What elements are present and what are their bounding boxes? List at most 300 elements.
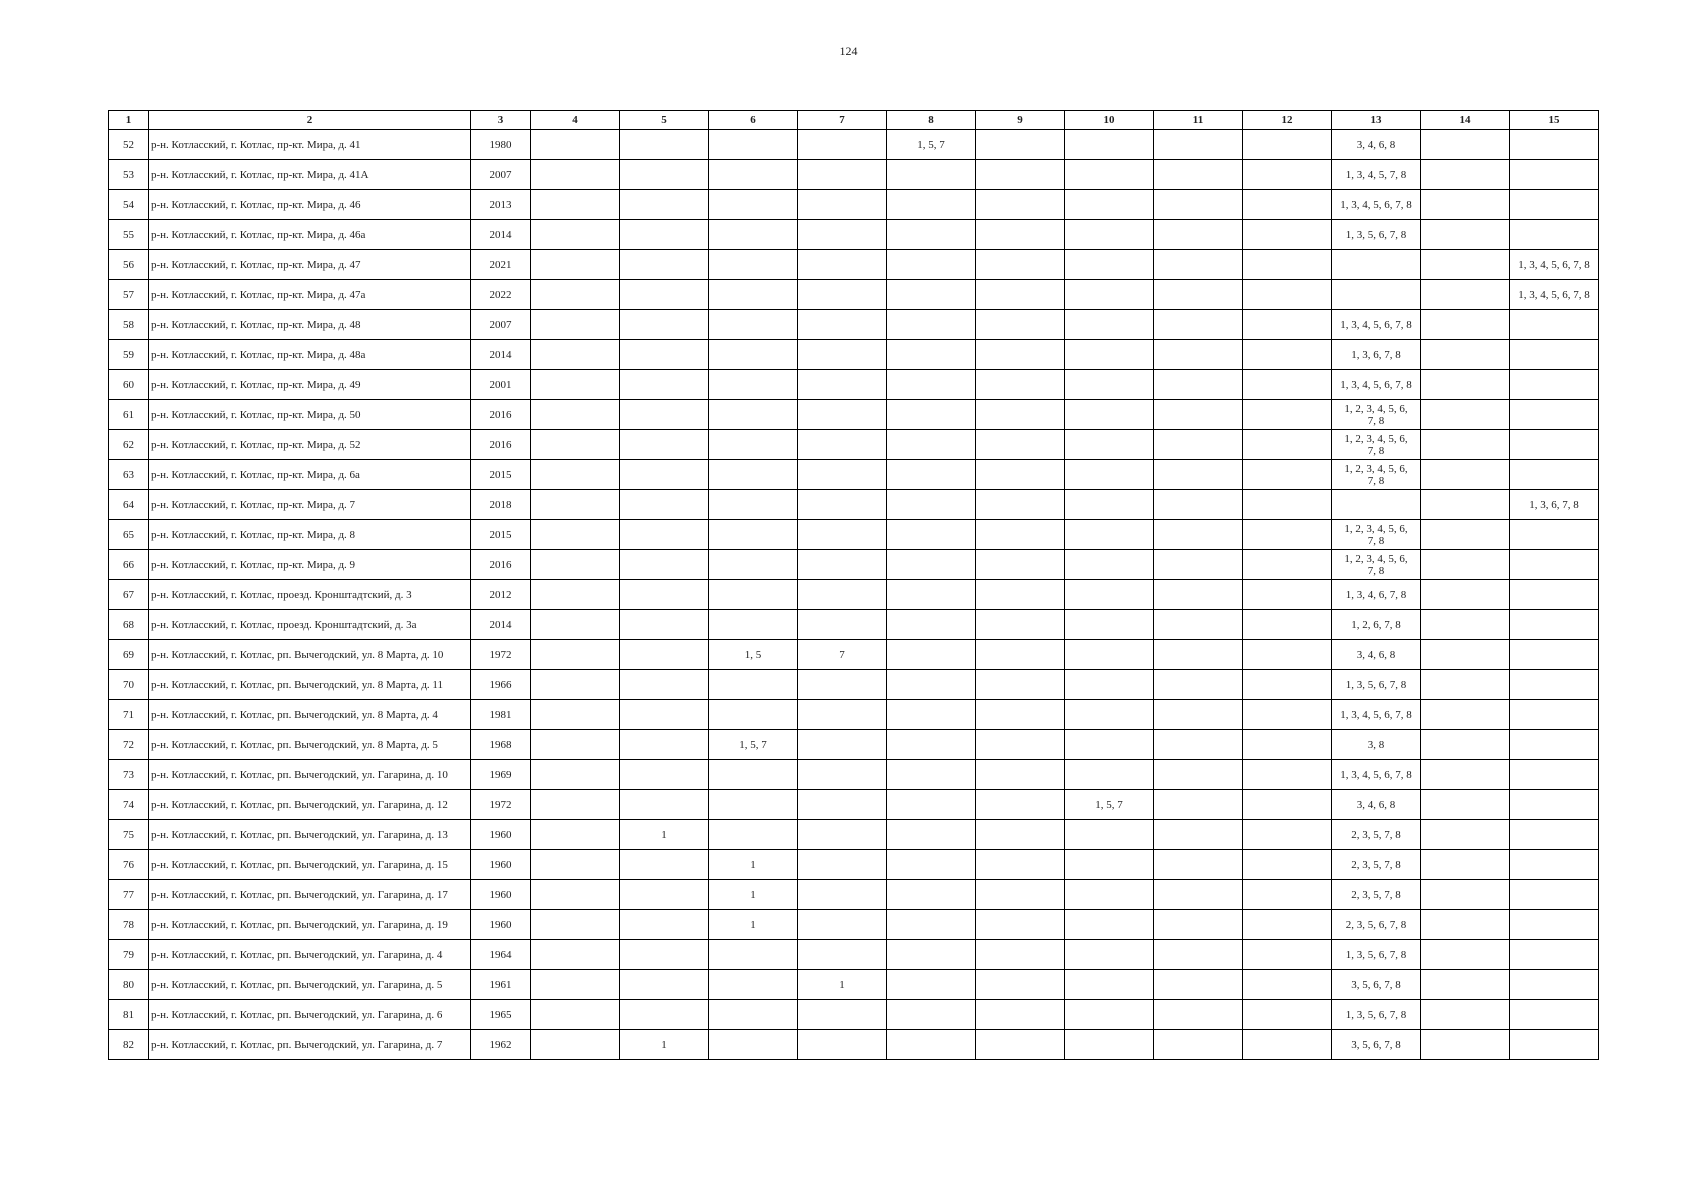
year-cell: 1960 — [471, 850, 531, 880]
year-cell: 2014 — [471, 610, 531, 640]
header-row — [109, 111, 1599, 130]
col-10-cell — [1065, 340, 1154, 370]
table-row — [109, 1030, 1599, 1060]
col-13-cell: 1, 3, 4, 5, 6, 7, 8 — [1332, 310, 1421, 340]
address-cell: р-н. Котласский, г. Котлас, пр-кт. Мира, д. 46 — [149, 190, 471, 220]
col-9-cell — [976, 910, 1065, 940]
table-row — [109, 370, 1599, 400]
col-12-cell — [1243, 940, 1332, 970]
col-6-cell — [709, 160, 798, 190]
col-12-cell — [1243, 520, 1332, 550]
year-cell: 2007 — [471, 310, 531, 340]
row-number-cell: 80 — [109, 970, 149, 1000]
col-8-cell — [887, 160, 976, 190]
col-15-cell — [1510, 430, 1599, 460]
col-9-cell — [976, 940, 1065, 970]
col-11-cell — [1154, 1030, 1243, 1060]
col-6-cell — [709, 760, 798, 790]
col-6-cell: 1, 5, 7 — [709, 730, 798, 760]
col-8-cell — [887, 1030, 976, 1060]
col-9-cell — [976, 760, 1065, 790]
year-cell: 2016 — [471, 400, 531, 430]
col-6-cell — [709, 610, 798, 640]
col-13-cell: 3, 8 — [1332, 730, 1421, 760]
year-cell: 2012 — [471, 580, 531, 610]
col-11-cell — [1154, 1000, 1243, 1030]
col-6-cell — [709, 970, 798, 1000]
col-4-cell — [531, 460, 620, 490]
column-header: 7 — [798, 111, 887, 130]
col-10-cell — [1065, 310, 1154, 340]
col-7-cell — [798, 850, 887, 880]
col-4-cell — [531, 1030, 620, 1060]
row-number-cell: 70 — [109, 670, 149, 700]
col-12-cell — [1243, 640, 1332, 670]
row-number-cell: 73 — [109, 760, 149, 790]
col-9-cell — [976, 1000, 1065, 1030]
col-14-cell — [1421, 550, 1510, 580]
col-7-cell — [798, 910, 887, 940]
col-8-cell — [887, 760, 976, 790]
address-cell: р-н. Котласский, г. Котлас, пр-кт. Мира, д. 52 — [149, 430, 471, 460]
col-9-cell — [976, 880, 1065, 910]
col-5-cell — [620, 760, 709, 790]
col-5-cell — [620, 340, 709, 370]
col-15-cell — [1510, 610, 1599, 640]
col-13-cell: 1, 3, 4, 5, 6, 7, 8 — [1332, 190, 1421, 220]
col-5-cell — [620, 790, 709, 820]
col-13-cell: 2, 3, 5, 7, 8 — [1332, 850, 1421, 880]
col-11-cell — [1154, 730, 1243, 760]
col-9-cell — [976, 730, 1065, 760]
col-6-cell — [709, 220, 798, 250]
col-10-cell — [1065, 460, 1154, 490]
col-13-cell: 1, 3, 6, 7, 8 — [1332, 340, 1421, 370]
col-10-cell — [1065, 760, 1154, 790]
table-row — [109, 400, 1599, 430]
address-cell: р-н. Котласский, г. Котлас, пр-кт. Мира, д. 41 — [149, 130, 471, 160]
row-number-cell: 57 — [109, 280, 149, 310]
col-13-cell: 2, 3, 5, 7, 8 — [1332, 880, 1421, 910]
col-8-cell — [887, 790, 976, 820]
page-number: 124 — [839, 44, 858, 58]
col-14-cell — [1421, 940, 1510, 970]
year-cell: 1961 — [471, 970, 531, 1000]
col-15-cell — [1510, 910, 1599, 940]
row-number-cell: 77 — [109, 880, 149, 910]
col-8-cell — [887, 190, 976, 220]
col-4-cell — [531, 220, 620, 250]
col-6-cell — [709, 460, 798, 490]
col-7-cell — [798, 250, 887, 280]
col-6-cell — [709, 370, 798, 400]
table-row — [109, 550, 1599, 580]
col-7-cell — [798, 610, 887, 640]
table-row — [109, 970, 1599, 1000]
col-10-cell — [1065, 820, 1154, 850]
col-6-cell: 1 — [709, 850, 798, 880]
col-6-cell — [709, 130, 798, 160]
col-4-cell — [531, 550, 620, 580]
col-15-cell — [1510, 220, 1599, 250]
col-9-cell — [976, 460, 1065, 490]
col-12-cell — [1243, 550, 1332, 580]
col-8-cell — [887, 280, 976, 310]
col-14-cell — [1421, 760, 1510, 790]
col-7-cell — [798, 730, 887, 760]
col-11-cell — [1154, 190, 1243, 220]
col-5-cell — [620, 370, 709, 400]
col-6-cell — [709, 1030, 798, 1060]
address-cell: р-н. Котласский, г. Котлас, рп. Вычегодский, ул. 8 Марта, д. 10 — [149, 640, 471, 670]
col-10-cell — [1065, 700, 1154, 730]
col-14-cell — [1421, 160, 1510, 190]
col-13-cell: 3, 4, 6, 8 — [1332, 130, 1421, 160]
col-13-cell: 1, 2, 3, 4, 5, 6, 7, 8 — [1332, 430, 1421, 460]
col-4-cell — [531, 430, 620, 460]
column-header: 5 — [620, 111, 709, 130]
col-5-cell — [620, 670, 709, 700]
row-number-cell: 69 — [109, 640, 149, 670]
column-header: 3 — [471, 111, 531, 130]
col-9-cell — [976, 430, 1065, 460]
address-cell: р-н. Котласский, г. Котлас, пр-кт. Мира, д. 8 — [149, 520, 471, 550]
year-cell: 2016 — [471, 430, 531, 460]
col-4-cell — [531, 130, 620, 160]
col-4-cell — [531, 760, 620, 790]
col-6-cell — [709, 580, 798, 610]
table-row — [109, 130, 1599, 160]
col-11-cell — [1154, 520, 1243, 550]
address-cell: р-н. Котласский, г. Котлас, пр-кт. Мира, д. 47а — [149, 280, 471, 310]
address-cell: р-н. Котласский, г. Котлас, рп. Вычегодский, ул. Гагарина, д. 7 — [149, 1030, 471, 1060]
col-4-cell — [531, 610, 620, 640]
col-4-cell — [531, 670, 620, 700]
col-7-cell — [798, 670, 887, 700]
col-10-cell — [1065, 250, 1154, 280]
col-7-cell — [798, 460, 887, 490]
col-12-cell — [1243, 1000, 1332, 1030]
col-12-cell — [1243, 370, 1332, 400]
col-5-cell — [620, 970, 709, 1000]
col-4-cell — [531, 820, 620, 850]
address-cell: р-н. Котласский, г. Котлас, рп. Вычегодский, ул. Гагарина, д. 4 — [149, 940, 471, 970]
column-header: 10 — [1065, 111, 1154, 130]
col-15-cell — [1510, 640, 1599, 670]
col-5-cell — [620, 580, 709, 610]
col-11-cell — [1154, 610, 1243, 640]
col-4-cell — [531, 910, 620, 940]
col-13-cell: 1, 3, 5, 6, 7, 8 — [1332, 1000, 1421, 1030]
col-4-cell — [531, 520, 620, 550]
col-14-cell — [1421, 790, 1510, 820]
col-11-cell — [1154, 760, 1243, 790]
col-10-cell: 1, 5, 7 — [1065, 790, 1154, 820]
col-7-cell — [798, 820, 887, 850]
col-7-cell — [798, 160, 887, 190]
col-7-cell — [798, 190, 887, 220]
col-11-cell — [1154, 670, 1243, 700]
col-8-cell — [887, 820, 976, 850]
col-7-cell — [798, 130, 887, 160]
col-10-cell — [1065, 400, 1154, 430]
col-15-cell: 1, 3, 6, 7, 8 — [1510, 490, 1599, 520]
col-8-cell — [887, 700, 976, 730]
year-cell: 1960 — [471, 910, 531, 940]
year-cell: 1981 — [471, 700, 531, 730]
row-number-cell: 76 — [109, 850, 149, 880]
col-11-cell — [1154, 550, 1243, 580]
col-12-cell — [1243, 910, 1332, 940]
year-cell: 1980 — [471, 130, 531, 160]
year-cell: 2015 — [471, 460, 531, 490]
col-8-cell — [887, 340, 976, 370]
col-4-cell — [531, 790, 620, 820]
col-4-cell — [531, 340, 620, 370]
col-14-cell — [1421, 520, 1510, 550]
col-4-cell — [531, 160, 620, 190]
address-cell: р-н. Котласский, г. Котлас, рп. Вычегодский, ул. Гагарина, д. 10 — [149, 760, 471, 790]
col-10-cell — [1065, 430, 1154, 460]
col-7-cell — [798, 1000, 887, 1030]
address-cell: р-н. Котласский, г. Котлас, проезд. Кронштадтский, д. 3 — [149, 580, 471, 610]
col-4-cell — [531, 880, 620, 910]
col-10-cell — [1065, 490, 1154, 520]
address-cell: р-н. Котласский, г. Котлас, рп. Вычегодский, ул. Гагарина, д. 19 — [149, 910, 471, 940]
row-number-cell: 67 — [109, 580, 149, 610]
col-13-cell: 1, 3, 4, 5, 6, 7, 8 — [1332, 760, 1421, 790]
col-6-cell: 1 — [709, 910, 798, 940]
table-row — [109, 880, 1599, 910]
year-cell: 1972 — [471, 790, 531, 820]
col-12-cell — [1243, 160, 1332, 190]
col-6-cell — [709, 340, 798, 370]
col-4-cell — [531, 940, 620, 970]
col-5-cell — [620, 220, 709, 250]
col-9-cell — [976, 370, 1065, 400]
col-8-cell — [887, 640, 976, 670]
col-11-cell — [1154, 880, 1243, 910]
address-cell: р-н. Котласский, г. Котлас, рп. Вычегодский, ул. Гагарина, д. 6 — [149, 1000, 471, 1030]
year-cell: 1960 — [471, 820, 531, 850]
col-15-cell — [1510, 520, 1599, 550]
address-cell: р-н. Котласский, г. Котлас, рп. Вычегодский, ул. 8 Марта, д. 5 — [149, 730, 471, 760]
year-cell: 2013 — [471, 190, 531, 220]
col-9-cell — [976, 580, 1065, 610]
year-cell: 2015 — [471, 520, 531, 550]
col-11-cell — [1154, 430, 1243, 460]
col-9-cell — [976, 250, 1065, 280]
col-8-cell — [887, 850, 976, 880]
col-9-cell — [976, 820, 1065, 850]
col-10-cell — [1065, 1000, 1154, 1030]
col-15-cell — [1510, 1030, 1599, 1060]
col-15-cell — [1510, 370, 1599, 400]
col-10-cell — [1065, 280, 1154, 310]
year-cell: 1968 — [471, 730, 531, 760]
col-8-cell — [887, 880, 976, 910]
column-header: 6 — [709, 111, 798, 130]
col-9-cell — [976, 1030, 1065, 1060]
address-cell: р-н. Котласский, г. Котлас, пр-кт. Мира, д. 47 — [149, 250, 471, 280]
year-cell: 1964 — [471, 940, 531, 970]
address-cell: р-н. Котласский, г. Котлас, пр-кт. Мира, д. 48а — [149, 340, 471, 370]
col-8-cell — [887, 940, 976, 970]
year-cell: 2018 — [471, 490, 531, 520]
col-7-cell — [798, 400, 887, 430]
row-number-cell: 60 — [109, 370, 149, 400]
col-5-cell: 1 — [620, 820, 709, 850]
address-cell: р-н. Котласский, г. Котлас, рп. Вычегодский, ул. 8 Марта, д. 11 — [149, 670, 471, 700]
col-15-cell — [1510, 820, 1599, 850]
col-12-cell — [1243, 1030, 1332, 1060]
col-8-cell — [887, 430, 976, 460]
col-10-cell — [1065, 580, 1154, 610]
col-11-cell — [1154, 370, 1243, 400]
row-number-cell: 55 — [109, 220, 149, 250]
col-14-cell — [1421, 430, 1510, 460]
col-4-cell — [531, 280, 620, 310]
col-14-cell — [1421, 490, 1510, 520]
col-7-cell: 1 — [798, 970, 887, 1000]
col-14-cell — [1421, 400, 1510, 430]
col-13-cell: 1, 3, 4, 6, 7, 8 — [1332, 580, 1421, 610]
col-11-cell — [1154, 490, 1243, 520]
row-number-cell: 78 — [109, 910, 149, 940]
col-6-cell — [709, 250, 798, 280]
col-13-cell — [1332, 280, 1421, 310]
address-cell: р-н. Котласский, г. Котлас, пр-кт. Мира, д. 6а — [149, 460, 471, 490]
col-5-cell — [620, 880, 709, 910]
col-5-cell — [620, 190, 709, 220]
col-8-cell — [887, 1000, 976, 1030]
col-11-cell — [1154, 310, 1243, 340]
col-13-cell: 3, 5, 6, 7, 8 — [1332, 970, 1421, 1000]
col-6-cell — [709, 280, 798, 310]
col-11-cell — [1154, 640, 1243, 670]
col-11-cell — [1154, 820, 1243, 850]
col-11-cell — [1154, 940, 1243, 970]
table-row — [109, 220, 1599, 250]
row-number-cell: 72 — [109, 730, 149, 760]
table-row — [109, 820, 1599, 850]
col-14-cell — [1421, 730, 1510, 760]
row-number-cell: 61 — [109, 400, 149, 430]
col-6-cell — [709, 400, 798, 430]
col-12-cell — [1243, 130, 1332, 160]
table-row — [109, 340, 1599, 370]
col-6-cell — [709, 490, 798, 520]
col-15-cell — [1510, 880, 1599, 910]
col-10-cell — [1065, 160, 1154, 190]
col-7-cell — [798, 310, 887, 340]
year-cell: 2014 — [471, 340, 531, 370]
col-14-cell — [1421, 970, 1510, 1000]
col-7-cell — [798, 550, 887, 580]
col-5-cell — [620, 1000, 709, 1030]
col-9-cell — [976, 490, 1065, 520]
col-13-cell: 1, 2, 3, 4, 5, 6, 7, 8 — [1332, 550, 1421, 580]
year-cell: 2021 — [471, 250, 531, 280]
col-12-cell — [1243, 820, 1332, 850]
col-8-cell — [887, 910, 976, 940]
col-6-cell — [709, 940, 798, 970]
column-header: 1 — [109, 111, 149, 130]
col-12-cell — [1243, 250, 1332, 280]
table-row — [109, 910, 1599, 940]
table-row — [109, 640, 1599, 670]
col-9-cell — [976, 700, 1065, 730]
col-10-cell — [1065, 670, 1154, 700]
row-number-cell: 63 — [109, 460, 149, 490]
col-13-cell: 1, 3, 5, 6, 7, 8 — [1332, 670, 1421, 700]
col-4-cell — [531, 700, 620, 730]
col-14-cell — [1421, 910, 1510, 940]
col-13-cell: 2, 3, 5, 6, 7, 8 — [1332, 910, 1421, 940]
col-13-cell: 1, 3, 4, 5, 6, 7, 8 — [1332, 700, 1421, 730]
year-cell: 1966 — [471, 670, 531, 700]
col-15-cell — [1510, 310, 1599, 340]
col-4-cell — [531, 370, 620, 400]
col-12-cell — [1243, 880, 1332, 910]
row-number-cell: 71 — [109, 700, 149, 730]
address-cell: р-н. Котласский, г. Котлас, рп. Вычегодский, ул. Гагарина, д. 13 — [149, 820, 471, 850]
col-9-cell — [976, 400, 1065, 430]
row-number-cell: 65 — [109, 520, 149, 550]
col-13-cell: 1, 2, 3, 4, 5, 6, 7, 8 — [1332, 520, 1421, 550]
row-number-cell: 56 — [109, 250, 149, 280]
col-13-cell: 1, 2, 3, 4, 5, 6, 7, 8 — [1332, 400, 1421, 430]
address-cell: р-н. Котласский, г. Котлас, пр-кт. Мира, д. 41А — [149, 160, 471, 190]
year-cell: 1972 — [471, 640, 531, 670]
col-8-cell — [887, 250, 976, 280]
col-15-cell — [1510, 400, 1599, 430]
col-9-cell — [976, 790, 1065, 820]
col-9-cell — [976, 550, 1065, 580]
col-15-cell — [1510, 940, 1599, 970]
col-5-cell — [620, 910, 709, 940]
col-10-cell — [1065, 370, 1154, 400]
col-12-cell — [1243, 310, 1332, 340]
col-14-cell — [1421, 460, 1510, 490]
col-5-cell — [620, 310, 709, 340]
col-6-cell — [709, 1000, 798, 1030]
col-11-cell — [1154, 580, 1243, 610]
col-12-cell — [1243, 580, 1332, 610]
col-5-cell — [620, 430, 709, 460]
col-8-cell — [887, 970, 976, 1000]
col-10-cell — [1065, 130, 1154, 160]
col-10-cell — [1065, 940, 1154, 970]
col-4-cell — [531, 250, 620, 280]
col-7-cell — [798, 430, 887, 460]
col-15-cell — [1510, 550, 1599, 580]
col-4-cell — [531, 190, 620, 220]
col-14-cell — [1421, 850, 1510, 880]
col-9-cell — [976, 190, 1065, 220]
col-14-cell — [1421, 340, 1510, 370]
col-11-cell — [1154, 700, 1243, 730]
year-cell: 2016 — [471, 550, 531, 580]
col-9-cell — [976, 310, 1065, 340]
col-15-cell: 1, 3, 4, 5, 6, 7, 8 — [1510, 280, 1599, 310]
address-cell: р-н. Котласский, г. Котлас, рп. Вычегодский, ул. 8 Марта, д. 4 — [149, 700, 471, 730]
col-14-cell — [1421, 1030, 1510, 1060]
col-14-cell — [1421, 1000, 1510, 1030]
col-14-cell — [1421, 580, 1510, 610]
address-cell: р-н. Котласский, г. Котлас, проезд. Кронштадтский, д. 3а — [149, 610, 471, 640]
col-12-cell — [1243, 460, 1332, 490]
